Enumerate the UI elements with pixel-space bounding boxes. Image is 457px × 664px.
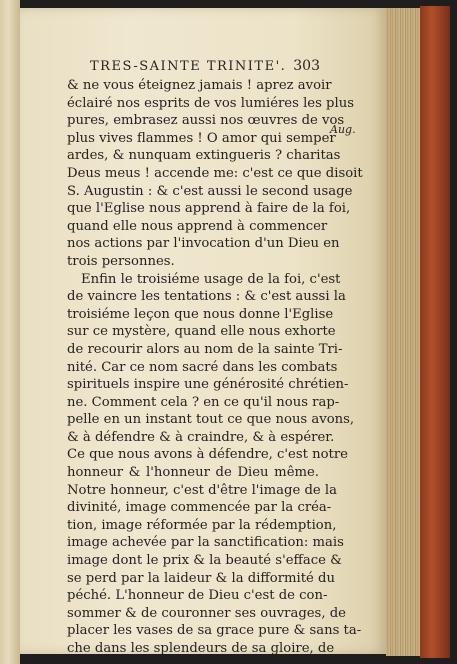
text-line: de vaincre les tentations : & c'est aussi la	[67, 289, 346, 305]
text-line: troisiéme leçon que nous donne l'Eglise	[67, 306, 334, 322]
running-header	[90, 58, 320, 76]
running-title: TRES-SAINTE TRINITE'.	[90, 59, 287, 74]
margin-note: Aug.	[330, 123, 356, 136]
text-line: image achevée par la sanctification: mais	[67, 535, 344, 551]
text-line: & ne vous éteignez jamais ! aprez avoir	[67, 78, 332, 93]
text-line: trois personnes.	[67, 253, 175, 269]
text-line: sur ce mystère, quand elle nous exhorte	[67, 324, 336, 340]
text-line: Notre honneur, c'est d'être l'image de la	[67, 482, 337, 498]
text-line: image dont le prix & la beauté s'efface &	[67, 553, 342, 569]
text-line: péché. L'honneur de Dieu c'est de con-	[67, 588, 328, 604]
text-line: nité. Car ce nom sacré dans les combats	[67, 359, 338, 375]
book-cover-edge	[420, 6, 450, 658]
text-line: S. Augustin : & c'est aussi le second usage	[67, 183, 353, 199]
text-line: quand elle nous apprend à commencer	[67, 218, 328, 234]
text-line: pures, embrasez aussi nos œuvres de vos	[67, 113, 345, 129]
text-line: que l'Eglise nous apprend à faire de la foi,	[67, 201, 351, 217]
text-line: ardes, & nunquam extingueris ? charitas	[67, 148, 341, 164]
text-line: éclairé nos esprits de vos lumiéres les plus	[67, 95, 354, 111]
text-line: & à défendre & à craindre, & à espérer.	[67, 429, 335, 445]
text-line: plus vives flammes ! O amor qui semper	[67, 130, 336, 146]
text-line: che dans les splendeurs de sa gloire, de	[67, 641, 335, 656]
text-line: Enfin le troisiéme usage de la foi, c'est	[81, 271, 341, 287]
text-line: Deus meus ! accende me: c'est ce que disoit	[67, 165, 363, 181]
text-line: placer les vases de sa grace pure & sans ta-	[67, 623, 362, 639]
text-line: Ce que nous avons à défendre, c'est notre	[67, 447, 348, 463]
text-line: ne. Comment cela ? en ce qu'il nous rap-	[67, 394, 340, 410]
text-line: spirituels inspire une générosité chrétien-	[67, 377, 349, 393]
text-line: sommer & de couronner ses ouvrages, de	[67, 605, 346, 621]
text-line: pelle en un instant tout ce que nous avons,	[67, 412, 355, 428]
page-number: 303	[293, 58, 320, 74]
left-page-edge	[0, 0, 20, 664]
text-line: nos actions par l'invocation d'un Dieu en	[67, 236, 340, 252]
text-line: de recourir alors au nom de la sainte Tri-	[67, 341, 343, 357]
text-line: se perd par la laideur & la difformité du	[67, 570, 335, 586]
text-line: divinité, image commencée par la créa-	[67, 500, 332, 516]
text-line: tion, image réformée par la rédemption,	[67, 517, 337, 533]
body-text	[67, 77, 363, 658]
text-line: honneur & l'honneur de Dieu même.	[67, 465, 319, 481]
